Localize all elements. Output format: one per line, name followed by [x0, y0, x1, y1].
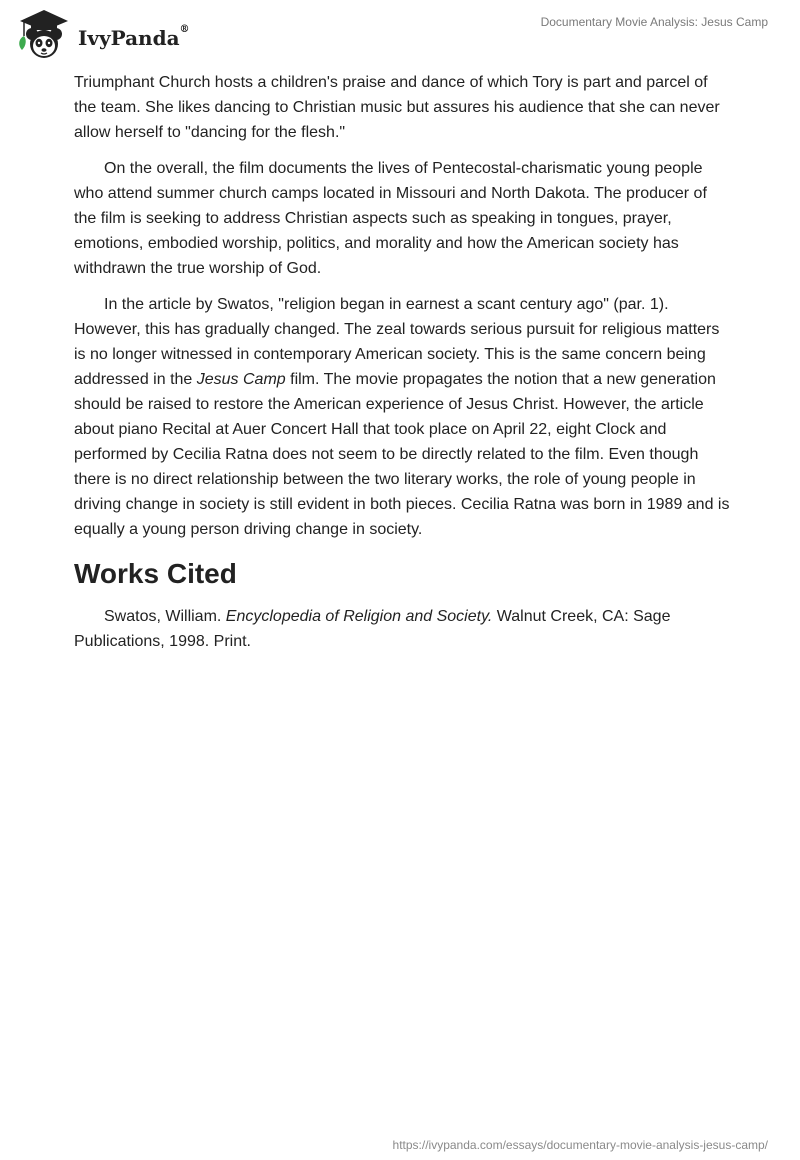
paragraph-2: On the overall, the film documents the lives of Pentecostal-charismatic young people who attend summer church camps located in Missouri and North Dakota. The producer of the film is seeking to address Christian aspects such as speaking in tongues, prayer, emotions, embodied worship, politics, and morality and how the American society has withdrawn the true worship of God.	[74, 160, 707, 277]
citation-entry	[74, 604, 730, 654]
paragraph-3-part-b: film. The movie propagates the notion that a new generation should be raised to restore the American experience of Jesus Christ. However, the article about piano Recital at Auer Concert Hall that took place on April 22, eight Clock and performed by Cecilia Ratna does not seem to be directly related to the film. Even though there is no direct relationship between the two literary works, the role of young people in driving change in society is still evident in both pieces. Cecilia Ratna was born in 1989 and is equally a young person driving change in society.	[74, 371, 730, 538]
paragraph-3	[74, 292, 730, 542]
paragraph-1: Triumphant Church hosts a children's praise and dance of which Tory is part and parcel of the team. She likes dancing to Christian music but assures his audience that she can never allow herself to "dancing for the flesh."	[74, 74, 720, 141]
citation-title: Encyclopedia of Religion and Society.	[225, 608, 493, 625]
citation-publisher: Walnut Creek, CA: Sage Publications, 1998. Print.	[74, 608, 671, 650]
brand-name	[78, 26, 190, 50]
paragraph-3-part-a: In the article by Swatos, "religion began in earnest a scant century ago" (par. 1). However, this has gradually changed. The zeal towards serious pursuit for religious matters is no longer witnessed in contemporary American society. This is the same concern being addressed in the	[74, 296, 720, 388]
film-title-italic: Jesus Camp	[196, 371, 286, 388]
page-header	[0, 0, 800, 70]
panda-graduate-icon	[14, 6, 74, 62]
citation-author: Swatos, William.	[104, 608, 226, 625]
brand-label: IvyPanda	[78, 26, 180, 50]
registered-mark: ®	[179, 24, 190, 35]
essay-body	[74, 70, 730, 665]
works-cited-heading: Works Cited	[74, 558, 237, 589]
source-url-link[interactable]: https://ivypanda.com/essays/documentary-movie-analysis-jesus-camp/	[392, 1138, 768, 1152]
ivypanda-logo[interactable]	[14, 6, 214, 62]
document-title: Documentary Movie Analysis: Jesus Camp	[540, 15, 768, 29]
